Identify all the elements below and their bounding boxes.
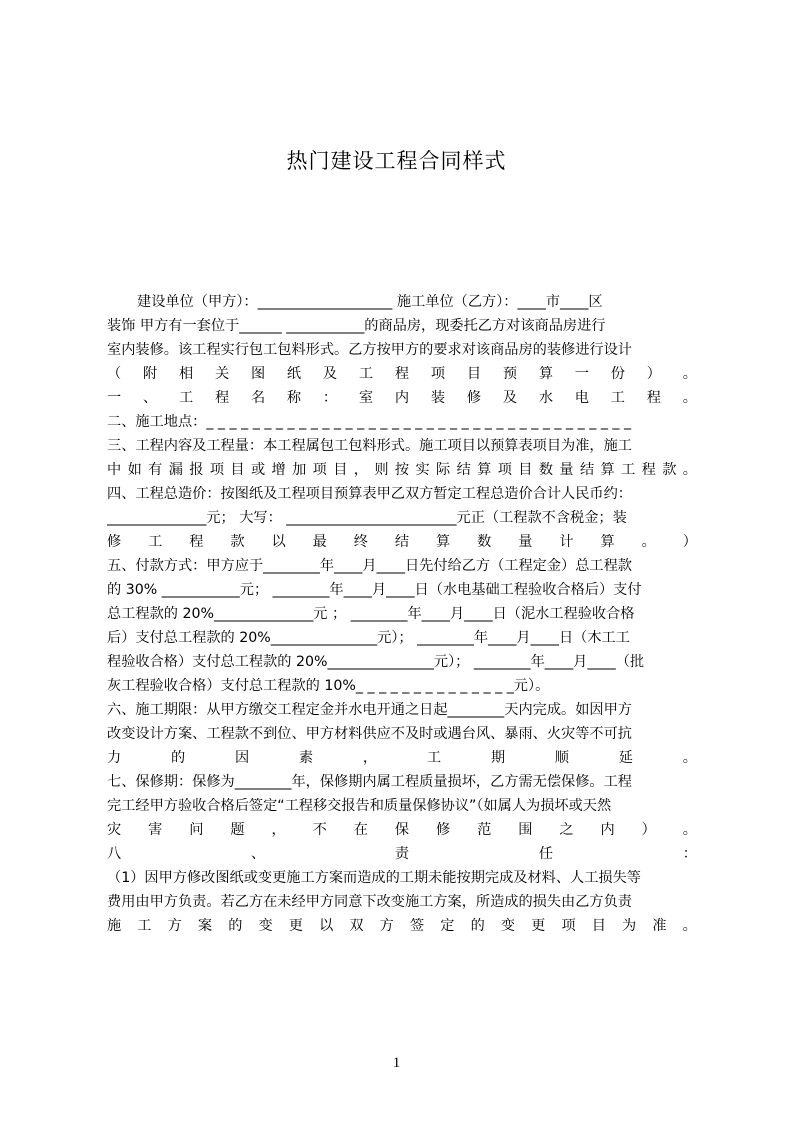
contract-line-char: 或 xyxy=(250,462,266,478)
contract-line-char: 工 xyxy=(178,390,194,406)
contract-line-char: 量 xyxy=(559,462,574,478)
contract-line-char: 方 xyxy=(167,918,182,934)
contract-line-char: 更 xyxy=(288,918,303,934)
contract-line-char: 项 xyxy=(497,462,512,478)
contract-line-char: 工 xyxy=(137,918,152,934)
contract-line-char: 方 xyxy=(379,918,394,934)
contract-line-char: 保 xyxy=(394,822,410,838)
contract-line-char: （ xyxy=(107,366,122,382)
contract-line-char: 灾 xyxy=(107,822,122,838)
contract-line-char: 。 xyxy=(682,822,697,838)
contract-line-char: 。 xyxy=(682,750,697,766)
contract-line-char: 预 xyxy=(502,366,518,382)
contract-line-char: 问 xyxy=(189,822,204,838)
contract-line-char: 程 xyxy=(189,534,204,550)
contract-line-char: ： xyxy=(322,390,338,406)
contract-line-char: 目 xyxy=(591,918,606,934)
contract-line: 改变设计方案、工程款不到位、甲方材料供应不及时或遇台风、暴雨、火灾等不可抗 xyxy=(107,726,632,742)
contract-line-char: 案 xyxy=(197,918,213,934)
contract-line-char: 的 xyxy=(470,918,485,934)
contract-line-char: ： xyxy=(682,846,697,862)
contract-line-char: 算 xyxy=(436,534,451,550)
contract-line-char: 在 xyxy=(353,822,368,838)
contract-line: 完工经甲方验收合格后签定“工程移交报告和质量保修协议”（如属人为损坏或天然 xyxy=(107,798,612,814)
contract-line-char: 目 xyxy=(518,462,533,478)
contract-line-char: 内 xyxy=(600,822,615,838)
contract-line-char: 的 xyxy=(170,750,186,766)
contract-line-char: 之 xyxy=(559,822,574,838)
contract-line-char: 结 xyxy=(579,462,595,478)
contract-line-char: 工 xyxy=(610,390,625,406)
contract-line-char: 算 xyxy=(538,366,554,382)
contract-line-char: 题 xyxy=(230,822,245,838)
contract-line-char: 图 xyxy=(250,366,266,382)
contract-line-char: 目 xyxy=(333,462,348,478)
contract-line-char: 内 xyxy=(394,390,410,406)
contract-line-char: 及 xyxy=(502,390,518,406)
contract-line xyxy=(107,746,697,770)
contract-line-char: 以 xyxy=(271,534,286,550)
contract-line-char: 责 xyxy=(394,846,410,862)
contract-line-char: 。 xyxy=(682,462,697,478)
contract-line-char: 范 xyxy=(477,822,492,838)
contract-line-char: 为 xyxy=(622,918,637,934)
contract-line-char: 如 xyxy=(127,462,142,478)
contract-line-char: 结 xyxy=(456,462,471,478)
contract-line: 二、施工地点：_ _ _ _ _ _ _ _ _ _ _ _ _ _ _ _ _ _ _ _ _ _ _ _ _ _ _ _ _ _ _ _ _ _ _ _ _ xyxy=(107,414,632,430)
contract-line-char: 。 xyxy=(682,390,697,406)
contract-line-char: 纸 xyxy=(286,366,302,382)
contract-line-char: 修 xyxy=(466,390,482,406)
contract-line-char: 加 xyxy=(292,462,307,478)
contract-line-char: 项 xyxy=(430,366,446,382)
contract-line-char: 名 xyxy=(250,390,266,406)
contract-line-char: 定 xyxy=(440,918,455,934)
contract-line: 六、施工期限：从甲方缴交工程定金并水电开通之日起________天内完成。如因甲方 xyxy=(107,702,632,718)
contract-line xyxy=(107,914,697,938)
contract-line: 的 30% ___________元； ________年____月____日（水电基础工程验收合格后）支付 xyxy=(107,582,642,598)
contract-line: 装饰 甲方有一套位于______ ___________的商品房，现委托乙方对该商品房进行 xyxy=(107,318,606,334)
contract-line: 程验收合格）支付总工程款的 20%_______________元）； ________年____月____（批 xyxy=(107,654,645,670)
contract-line: 室内装修。该工程实行包工包料形式。乙方按甲方的要求对该商品房的装修进行设计 xyxy=(107,342,632,358)
page-number: 1 xyxy=(392,1055,401,1071)
contract-line-char: 项 xyxy=(561,918,576,934)
contract-line-char: 、 xyxy=(250,846,266,862)
contract-line-char: 变 xyxy=(258,918,273,934)
contract-line-char: 变 xyxy=(500,918,516,934)
contract-line-char: 。 xyxy=(682,366,697,382)
contract-line-char: 力 xyxy=(107,750,122,766)
contract-line xyxy=(107,386,697,410)
contract-line-char: 关 xyxy=(214,366,230,382)
contract-line-char: 准 xyxy=(652,918,667,934)
contract-line-char: ） xyxy=(682,534,697,550)
contract-line-char: ， xyxy=(353,462,368,478)
contract-line: 五、付款方式：甲方应于________年____月____日先付给乙方（工程定金）总工程款 xyxy=(107,558,632,574)
contract-line-char: 因 xyxy=(234,750,250,766)
contract-line-char: 称 xyxy=(286,390,302,406)
contract-line-char: ） xyxy=(641,822,656,838)
contract-line-char: 中 xyxy=(107,462,122,478)
contract-line-char: 有 xyxy=(148,462,163,478)
contract-line-char: 则 xyxy=(374,462,389,478)
contract-line-char: 室 xyxy=(358,390,374,406)
contract-line-char: 水 xyxy=(538,390,554,406)
contract-line-char: ） xyxy=(646,366,661,382)
contract-line-char: 数 xyxy=(477,534,492,550)
contract-line-char: 程 xyxy=(214,390,230,406)
contract-line-char: 算 xyxy=(600,534,615,550)
contract-line-char: 程 xyxy=(641,462,656,478)
contract-line: 后）支付总工程款的 20%_______________元）； ________年____月____日（木工工 xyxy=(107,630,630,646)
contract-line: 灰工程验收合格）支付总工程款的 10%_ _ _ _ _ _ _ _ _ _ _ _ _ _元）。 xyxy=(107,678,550,694)
contract-line-char: 一 xyxy=(574,366,589,382)
contract-line-char: 目 xyxy=(466,366,482,382)
contract-line-char: 八 xyxy=(107,846,122,862)
contract-line-char: ， xyxy=(362,750,378,766)
contract-line-char: 一 xyxy=(107,390,122,406)
contract-line xyxy=(107,530,697,554)
contract-line-char: 终 xyxy=(353,534,368,550)
contract-line-char: 份 xyxy=(610,366,625,382)
contract-line-char: 相 xyxy=(178,366,194,382)
contract-line-char: 最 xyxy=(312,534,327,550)
contract-line-char: 任 xyxy=(538,846,554,862)
contract-line-char: 按 xyxy=(394,462,410,478)
contract-line: 三、工程内容及工程量：本工程属包工包料形式。施工项目以预算表项目为准，施工 xyxy=(107,438,632,454)
contract-line-char: 程 xyxy=(394,366,410,382)
contract-line-char: 双 xyxy=(349,918,364,934)
contract-line-char: 计 xyxy=(559,534,574,550)
contract-line-char: 实 xyxy=(415,462,430,478)
contract-line-char: 算 xyxy=(477,462,492,478)
contract-line-char: 结 xyxy=(394,534,410,550)
contract-line-char: 。 xyxy=(682,918,697,934)
contract-line-char: 工 xyxy=(426,750,442,766)
contract-line-char: 围 xyxy=(518,822,533,838)
contract-line-char: 施 xyxy=(107,918,122,934)
contract-line: ______________元； 大写： ________________________元正（工程款不含税金；装 xyxy=(107,510,627,526)
contract-line-char: 、 xyxy=(142,390,158,406)
contract-line xyxy=(107,458,697,482)
contract-line-char: 的 xyxy=(228,918,243,934)
contract-line xyxy=(107,362,697,386)
contract-line-char: 项 xyxy=(209,462,225,478)
contract-line-char: 延 xyxy=(618,750,633,766)
contract-line-char: 算 xyxy=(600,462,615,478)
contract-line-char: 款 xyxy=(662,462,677,478)
contract-line-char: 装 xyxy=(430,390,446,406)
contract-line-char: 修 xyxy=(436,822,451,838)
contract-line-char: 量 xyxy=(518,534,533,550)
contract-line-char: 目 xyxy=(230,462,245,478)
contract-line-char: 数 xyxy=(538,462,554,478)
contract-line xyxy=(107,842,697,866)
contract-line: （1）因甲方修改图纸或变更施工方案而造成的工期未能按期完成及材料、人工损失等 xyxy=(107,870,641,886)
contract-line: 四、工程总造价：按图纸及工程项目预算表甲乙双方暂定工程总造价合计人民币约： xyxy=(107,486,632,502)
contract-line-char: 工 xyxy=(148,534,163,550)
contract-line-char: 不 xyxy=(312,822,327,838)
contract-line-char: 及 xyxy=(322,366,338,382)
contract-line-char: 以 xyxy=(319,918,334,934)
contract-line-char: 签 xyxy=(409,918,425,934)
contract-body xyxy=(107,290,697,938)
contract-line xyxy=(107,818,697,842)
contract-line-char: 修 xyxy=(107,534,122,550)
contract-line-char: 增 xyxy=(271,462,286,478)
contract-line-char: 工 xyxy=(621,462,636,478)
contract-line-char: 工 xyxy=(358,366,374,382)
contract-line: 总工程款的 20%______________元 ； ________年____月____日（泥水工程验收合格 xyxy=(107,606,635,622)
contract-line-char: 害 xyxy=(148,822,163,838)
contract-line-char: 附 xyxy=(142,366,158,382)
contract-line: 七、保修期：保修为________年，保修期内属工程质量损坏，乙方需无偿保修。工程 xyxy=(107,774,632,790)
contract-line-char: 漏 xyxy=(168,462,183,478)
contract-line-char: 报 xyxy=(189,462,204,478)
contract-line-char: 期 xyxy=(490,750,506,766)
contract-line-char: 更 xyxy=(531,918,546,934)
contract-line-char: 素 xyxy=(298,750,314,766)
contract-line-char: ， xyxy=(271,822,286,838)
contract-line-char: 际 xyxy=(436,462,451,478)
contract-line-char: 。 xyxy=(641,534,656,550)
document-title: 热门建设工程合同样式 xyxy=(286,149,507,173)
contract-line-char: 款 xyxy=(230,534,245,550)
contract-line-char: 项 xyxy=(312,462,327,478)
contract-line-char: 程 xyxy=(646,390,661,406)
contract-line-char: 电 xyxy=(574,390,589,406)
contract-line-char: 顺 xyxy=(554,750,569,766)
contract-line: 费用由甲方负责。若乙方在未经甲方同意下改变施工方案，所造成的损失由乙方负责 xyxy=(107,894,632,910)
contract-line: 建设单位（甲方）：___________________ 施工单位（乙方）：____市____区 xyxy=(137,294,603,310)
